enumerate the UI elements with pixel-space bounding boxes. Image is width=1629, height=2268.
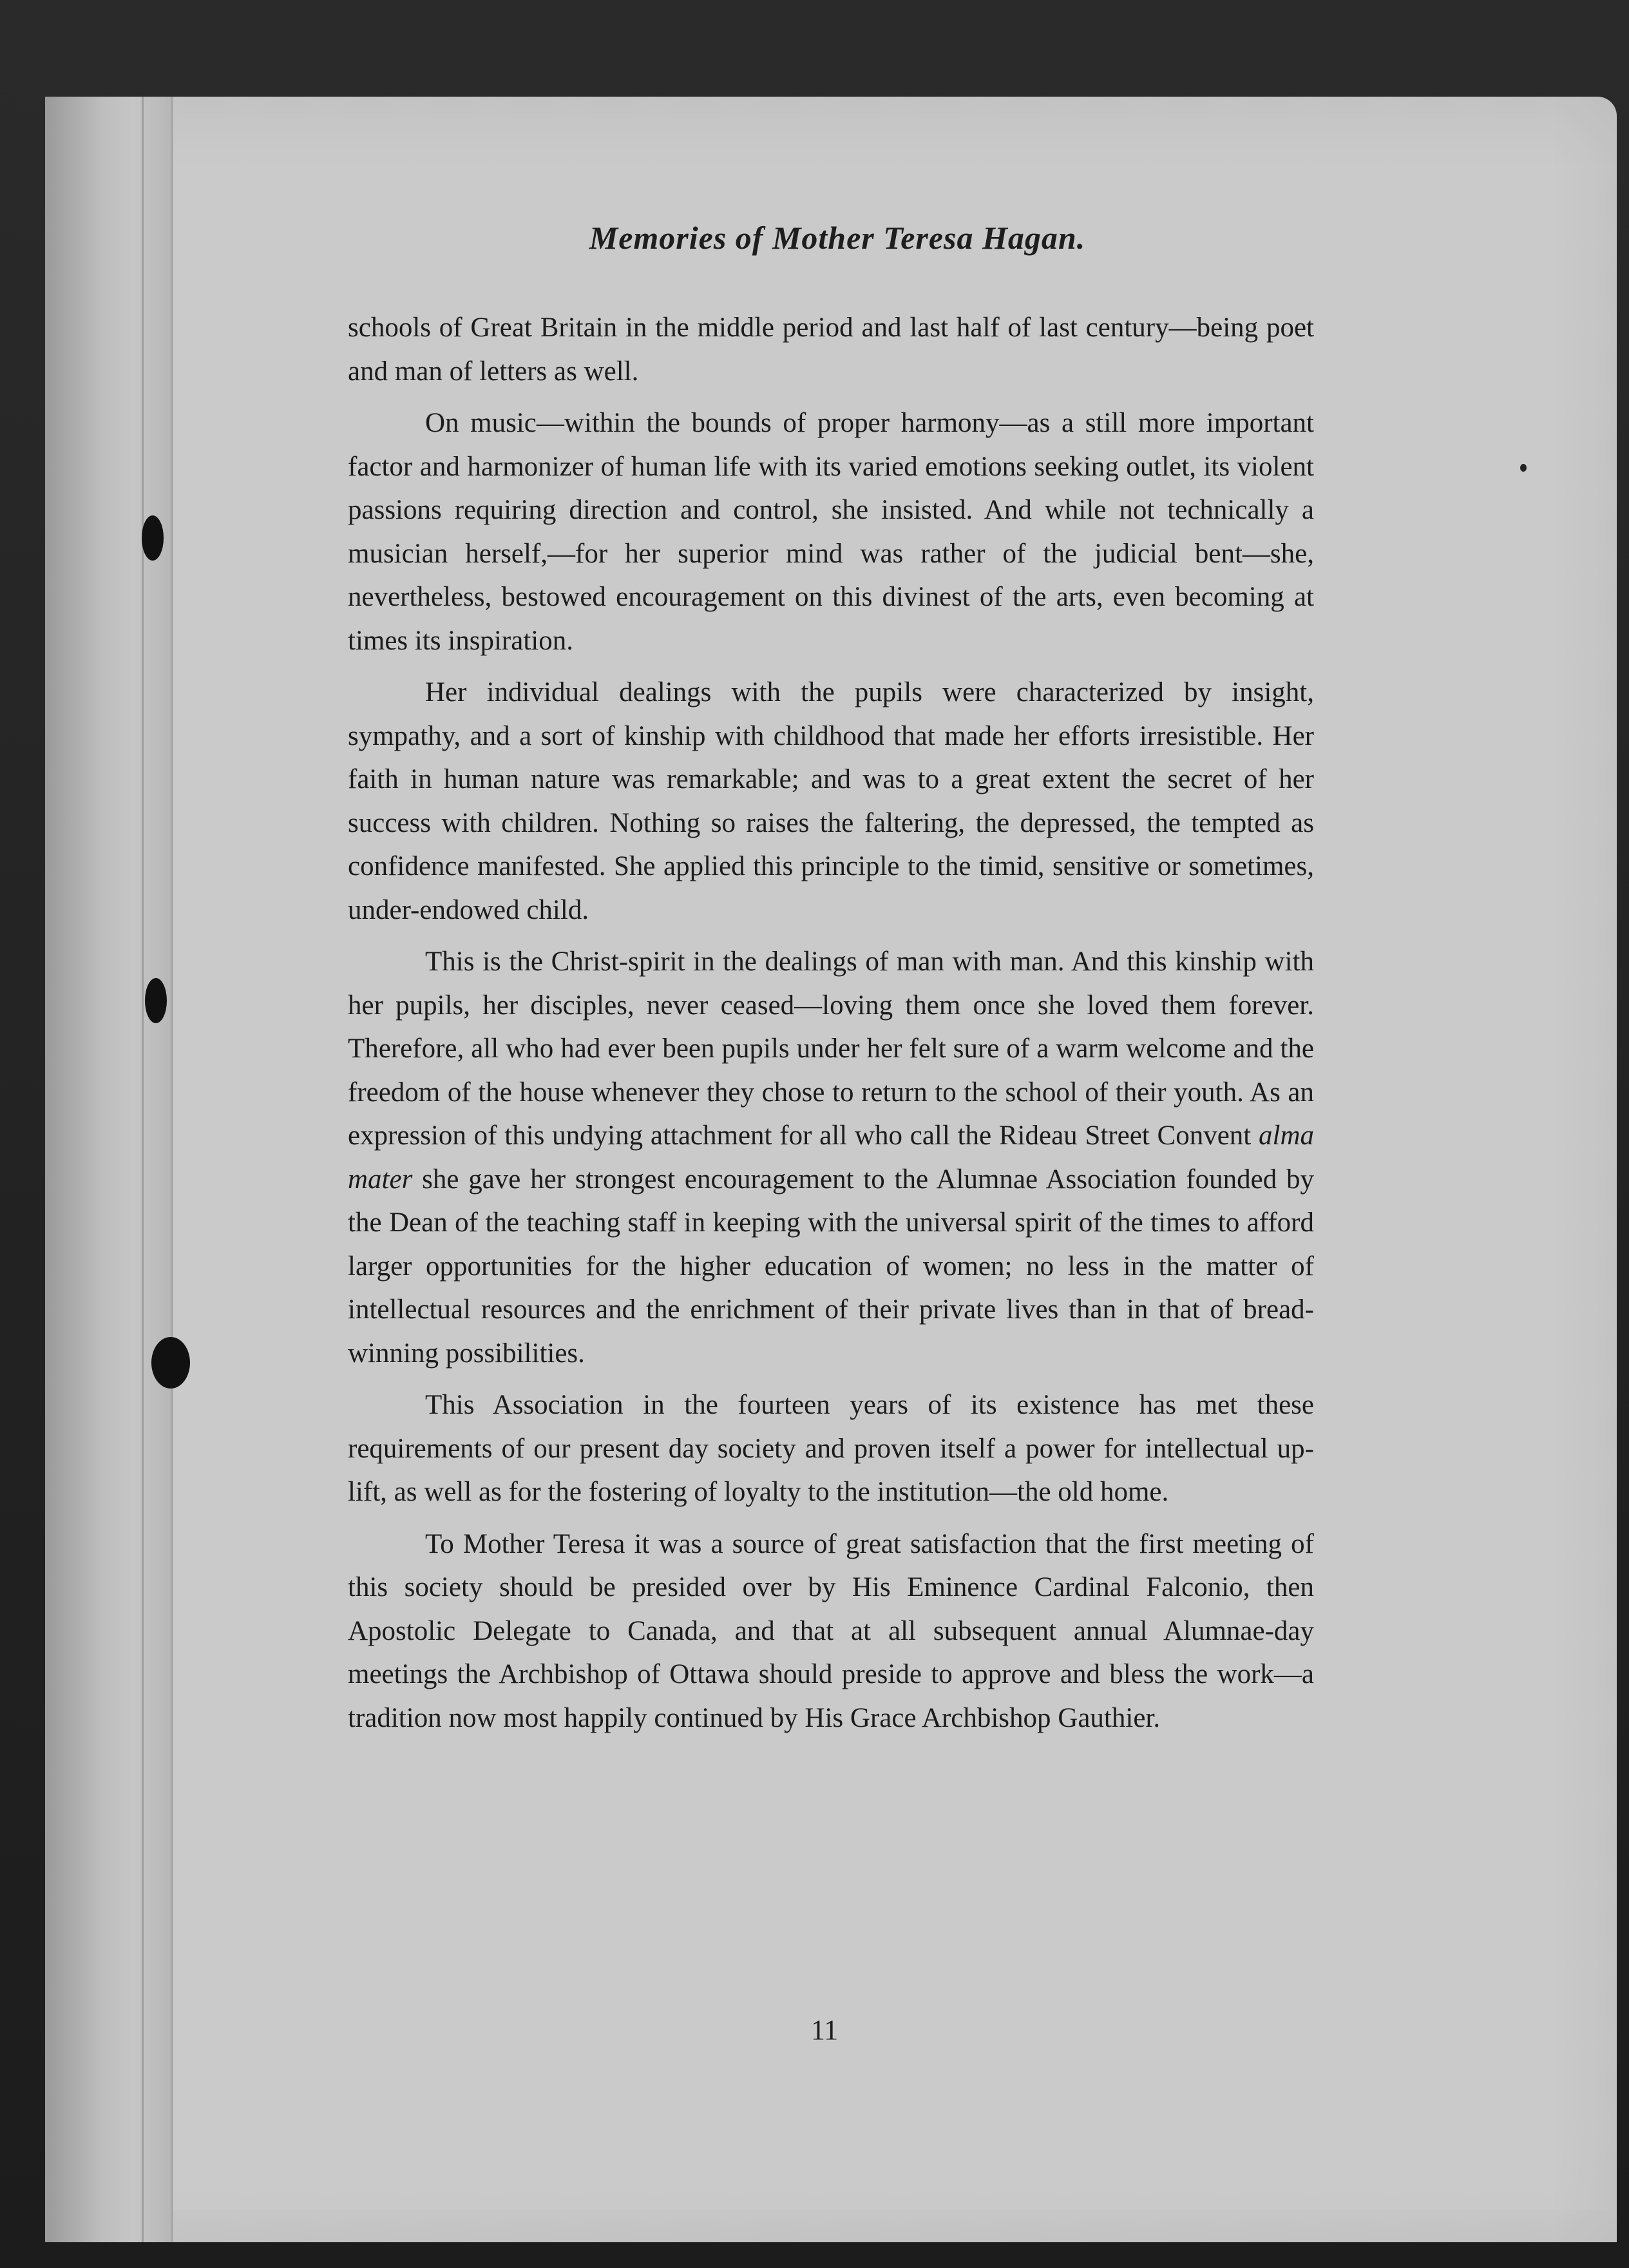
running-head: Memories of Mother Teresa Hagan. bbox=[589, 220, 1086, 256]
binding-hole bbox=[151, 1337, 190, 1389]
paragraph: schools of Great Britain in the middle period and last half of last century—being poet and man of letters as well. bbox=[348, 312, 1314, 387]
binding-hole bbox=[142, 515, 164, 561]
binding-hole bbox=[145, 978, 167, 1023]
binding-line bbox=[142, 97, 144, 2242]
ink-speck bbox=[1520, 464, 1527, 472]
page-gutter bbox=[45, 97, 173, 2242]
page-number: 11 bbox=[810, 2014, 839, 2046]
paragraph: Her individual dealings with the pupils were characterized by insight, sympathy, and a sort of kinship with childhood that made her efforts irresistible. Her faith in human nature was remarkable; and was to a great extent the secret of her success with children. Nothing so raises the faltering, the depressed, the tempted as confidence manifested. She applied this principle to the timid, sensitive or sometimes, under-endowed child. bbox=[348, 677, 1314, 925]
paragraph: This Association in the fourteen years of its existence has met these requirements of our present day society and proven itself a power for intellectual up-lift, as well as for the fostering of loyalty to the institution—the old home. bbox=[348, 1390, 1314, 1507]
paragraph: On music—within the bounds of proper harmony—as a still more important factor and harmonizer of human life with its varied emotions seeking outlet, its violent passions requiring direction and control, she insisted. And while not technically a musician herself,—for her superior mind was rather of the judicial bent—she, nevertheless, bestowed encouragement on this divinest of the arts, even becoming at times its inspiration. bbox=[348, 408, 1314, 656]
body-text bbox=[348, 306, 1314, 1748]
paragraph: To Mother Teresa it was a source of great satisfaction that the first meeting of this society should be presided over by His Eminence Cardinal Falconio, then Apostolic Delegate to Canada, and that at all subsequent annual Alumnae-day meetings the Archbishop of Ottawa should preside to approve and bless the work—a tradition now most happily continued by His Grace Archbishop Gauthier. bbox=[348, 1528, 1314, 1733]
paragraph bbox=[348, 940, 1314, 1375]
paragraph-text: she gave her strongest encouragement to the Alumnae Association founded by the Dean of the teaching staff in keeping with the universal spirit of the times to afford larger opportunities for the higher education of women; no less in the matter of intellectual resources and the enrichment of their private lives than in that of bread-winning possibilities. bbox=[348, 1164, 1314, 1369]
paragraph-text: This is the Christ-spirit in the dealings of man with man. And this kinship with her pupils, her disciples, never ceased—loving them once she loved them forever. Therefore, all who had ever been pupils under her felt sure of a warm welcome and the freedom of the house whenever they chose to return to the school of their youth. As an expression of this undying attachment for all who call the Rideau Street Convent bbox=[348, 947, 1314, 1151]
italic-phrase: alma mater bbox=[348, 1120, 1314, 1195]
